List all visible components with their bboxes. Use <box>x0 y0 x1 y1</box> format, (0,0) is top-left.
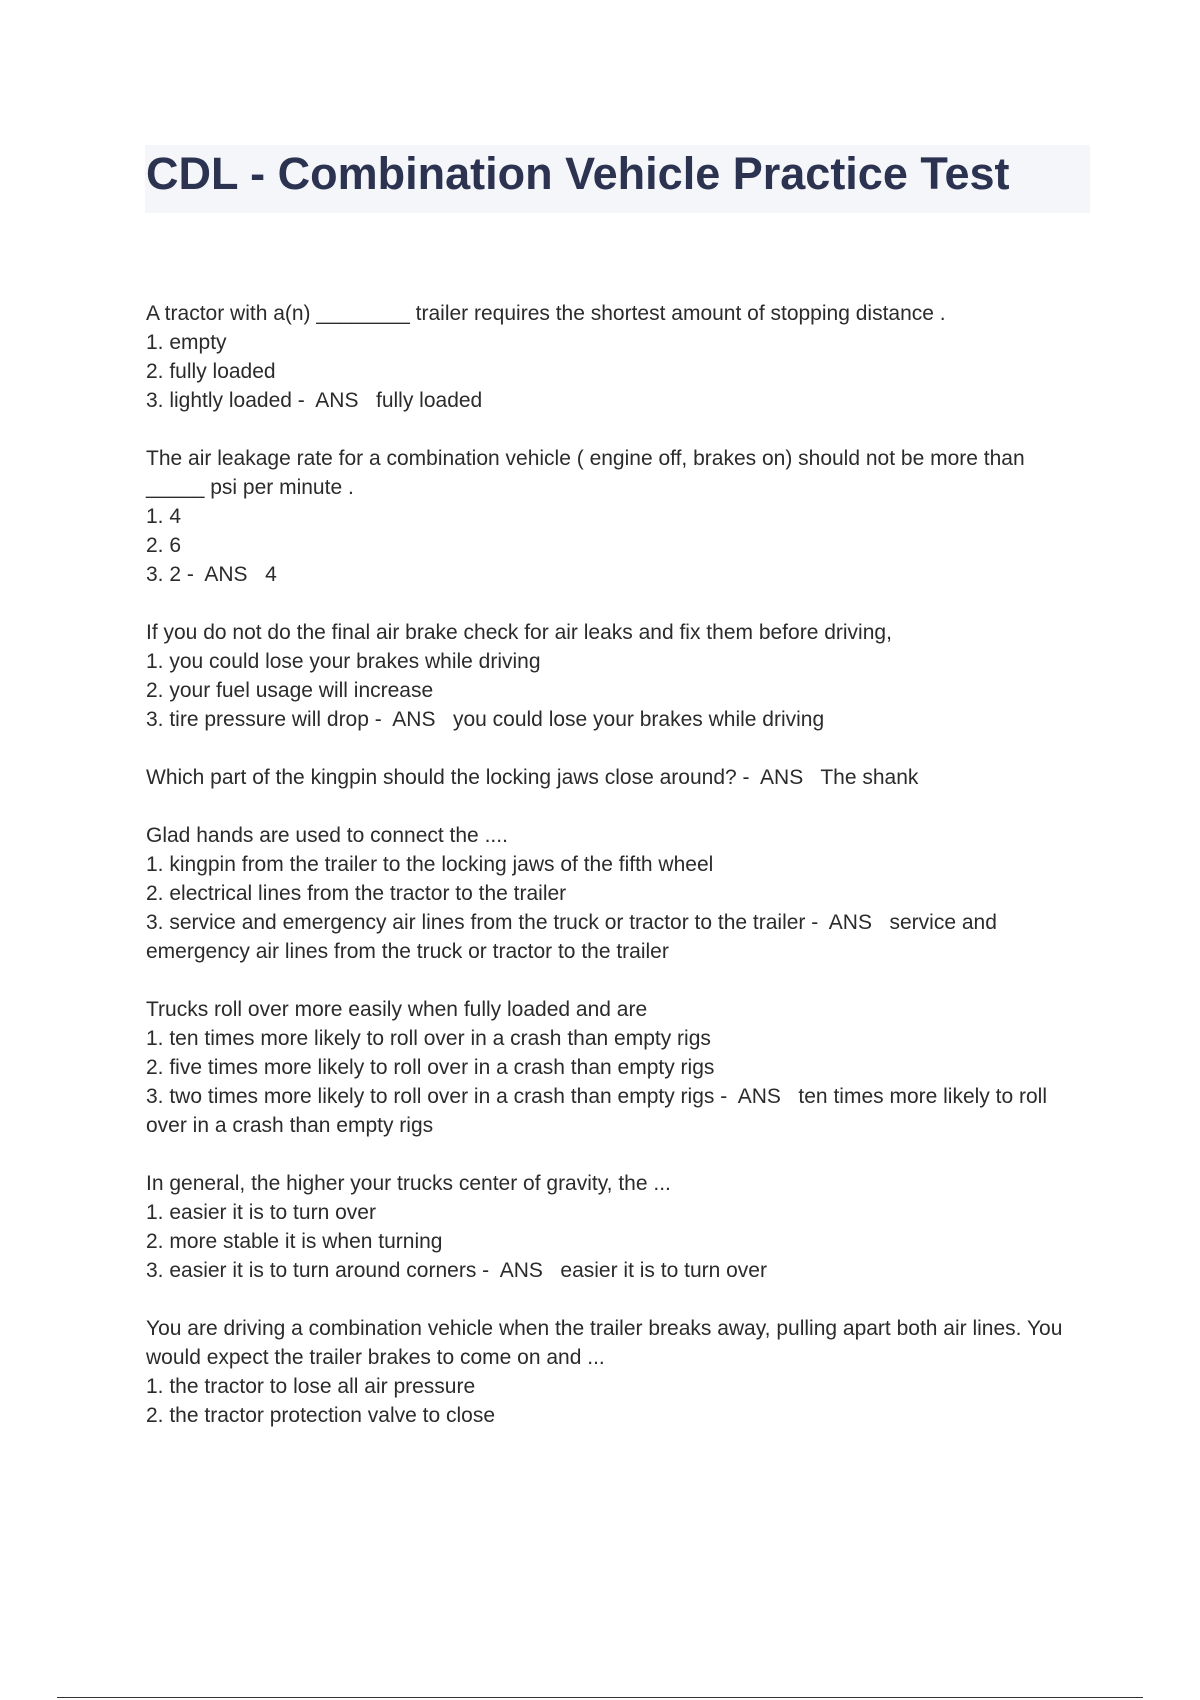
question-text: In general, the higher your trucks center of gravity, the ... <box>146 1172 671 1195</box>
option-item-with-answer: 3. service and emergency air lines from the truck or tractor to the trailer - ANS service and emergency air lines from the truck or tractor to the trailer <box>146 911 997 963</box>
option-item: 2. five times more likely to roll over in a crash than empty rigs <box>146 1056 715 1079</box>
option-text: 3. tire pressure will drop <box>146 708 369 731</box>
option-item-with-answer: 3. tire pressure will drop - ANS you could lose your brakes while driving <box>146 708 825 731</box>
option-item: 1. the tractor to lose all air pressure <box>146 1375 476 1398</box>
option-text: 3. easier it is to turn around corners <box>146 1259 477 1282</box>
question-text: Trucks roll over more easily when fully loaded and are <box>146 998 648 1021</box>
answer-text: 4 <box>265 563 277 586</box>
question-block <box>146 995 1086 1140</box>
question-text: The air leakage rate for a combination vehicle ( engine off, brakes on) should not be more than _____ psi per minute . <box>146 447 1025 499</box>
option-text: 3. 2 <box>146 563 182 586</box>
answer-text: service and emergency air lines from the truck or tractor to the trailer <box>146 911 997 963</box>
answer-text: ten times more likely to roll over in a crash than empty rigs <box>146 1085 1047 1137</box>
question-block <box>146 1314 1086 1430</box>
option-item: 1. 4 <box>146 505 182 528</box>
option-item-with-answer: 3. lightly loaded - ANS fully loaded <box>146 389 483 412</box>
answer-marker: ANS <box>315 389 359 412</box>
answer-text: easier it is to turn over <box>560 1259 767 1282</box>
option-item: 2. 6 <box>146 534 182 557</box>
question-list <box>146 299 1086 1459</box>
answer-marker: ANS <box>828 911 872 934</box>
question-block <box>146 763 1086 792</box>
question-block <box>146 299 1086 415</box>
answer-marker: ANS <box>760 766 804 789</box>
answer-text: you could lose your brakes while driving <box>452 708 825 731</box>
option-text: 3. lightly loaded <box>146 389 292 412</box>
option-item-with-answer: 3. two times more likely to roll over in a crash than empty rigs - ANS ten times more likely to roll over in a crash than empty rigs <box>146 1085 1047 1137</box>
answer-text: fully loaded <box>375 389 483 412</box>
answer-text: The shank <box>820 766 919 789</box>
answer-marker: ANS <box>737 1085 781 1108</box>
option-text: 3. service and emergency air lines from the truck or tractor to the trailer <box>146 911 806 934</box>
option-item-with-answer: 3. 2 - ANS 4 <box>146 563 277 586</box>
option-text: 3. two times more likely to roll over in a crash than empty rigs <box>146 1085 715 1108</box>
option-item: 2. more stable it is when turning <box>146 1230 443 1253</box>
option-item: 1. easier it is to turn over <box>146 1201 376 1224</box>
question-text: Which part of the kingpin should the locking jaws close around? <box>146 766 737 789</box>
question-text: Glad hands are used to connect the .... <box>146 824 508 847</box>
question-with-answer: Which part of the kingpin should the locking jaws close around? - ANS The shank <box>146 766 919 789</box>
answer-marker: ANS <box>392 708 436 731</box>
answer-marker: ANS <box>499 1259 543 1282</box>
option-item: 2. your fuel usage will increase <box>146 679 434 702</box>
footer-rule <box>57 1697 1143 1698</box>
question-text: A tractor with a(n) ________ trailer requires the shortest amount of stopping distance . <box>146 302 946 325</box>
option-item-with-answer: 3. easier it is to turn around corners - ANS easier it is to turn over <box>146 1259 767 1282</box>
option-item: 2. the tractor protection valve to close <box>146 1404 496 1427</box>
question-text: If you do not do the final air brake check for air leaks and fix them before driving, <box>146 621 892 644</box>
option-item: 1. kingpin from the trailer to the locking jaws of the fifth wheel <box>146 853 714 876</box>
answer-marker: ANS <box>204 563 248 586</box>
option-item: 2. electrical lines from the tractor to the trailer <box>146 882 567 905</box>
question-block <box>146 821 1086 966</box>
page-title: CDL - Combination Vehicle Practice Test <box>146 148 1010 199</box>
question-block <box>146 1169 1086 1285</box>
question-text: You are driving a combination vehicle when the trailer breaks away, pulling apart both air lines. You would expect the trailer brakes to come on and ... <box>146 1317 1063 1369</box>
option-item: 2. fully loaded <box>146 360 276 383</box>
option-item: 1. you could lose your brakes while driving <box>146 650 541 673</box>
option-item: 1. ten times more likely to roll over in a crash than empty rigs <box>146 1027 711 1050</box>
question-block <box>146 444 1086 589</box>
question-block <box>146 618 1086 734</box>
option-item: 1. empty <box>146 331 227 354</box>
